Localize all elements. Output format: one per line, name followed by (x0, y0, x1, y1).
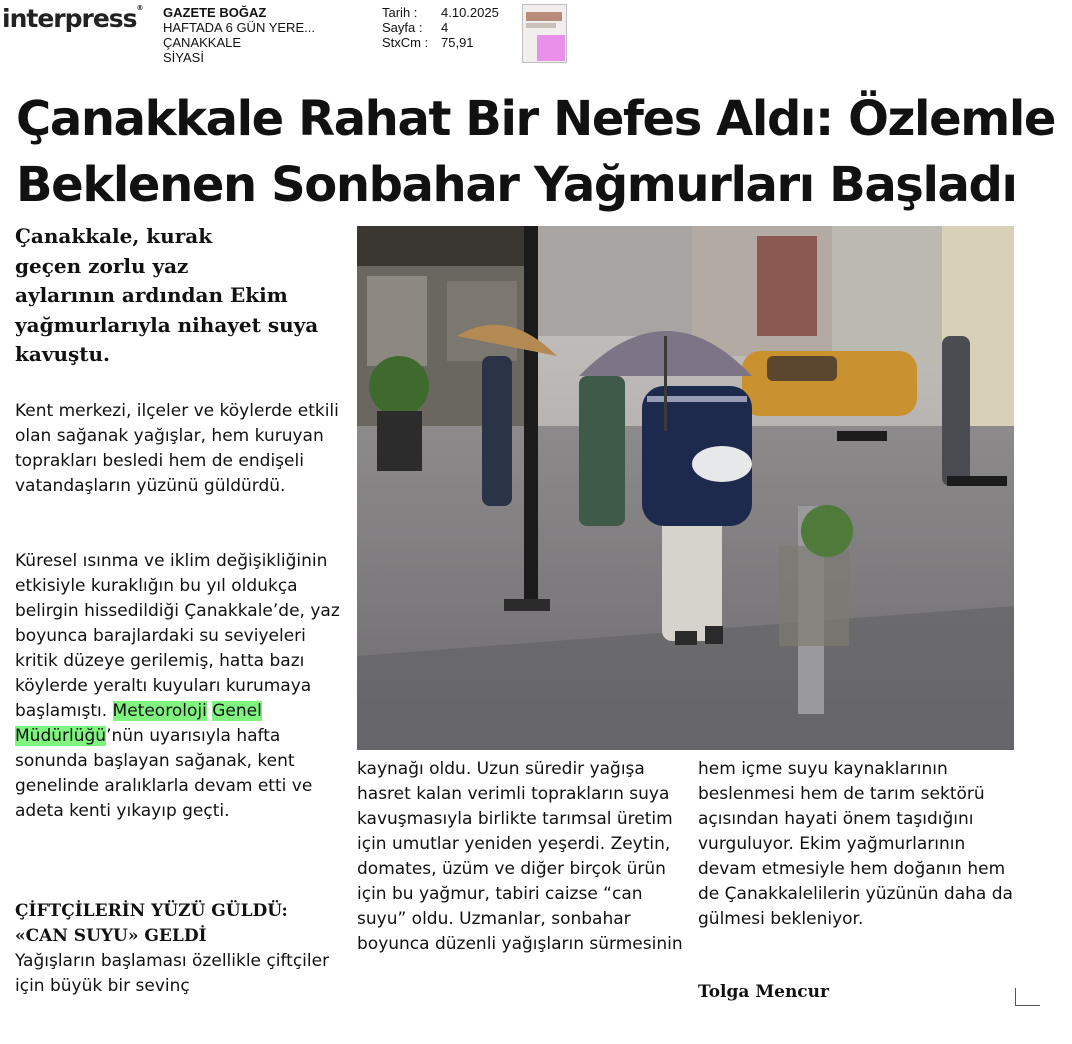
body-paragraph-3: Yağışların başlaması özellikle çiftçiler için büyük bir sevinç (15, 951, 330, 996)
paragraph-text: ’nün uyarısıyla hafta sonunda başlayan sağanak, kent genelinde aralıklarla devam etti ve adeta kenti yıkayıp geçti. (15, 726, 313, 821)
paragraph-text: Küresel ısınma ve iklim değişikliğinin etkisiyle kuraklığın bu yıl oldukça belirgin hissedildiği Çanakkale’de, yaz boyunca barajlardaki su seviyeleri kritik düzeye gerilemiş, hatta bazı köylerde yeraltı kuyuları kurumaya başlamıştı. (15, 551, 340, 721)
publication-frequency: HAFTADA 6 GÜN YERE... (163, 20, 315, 35)
body-paragraph-5: hem içme suyu kaynaklarının beslenmesi hem de tarım sektörü açısından hayati önem taşıdığını vurguluyor. Ekim yağmurlarının devam etmesiyle hem doğanın hem de Çanakkalelilerin yüzünün daha da gülmesi bekleniyor. (698, 759, 1013, 929)
publication-section: SİYASİ (163, 50, 204, 65)
rainy-street-photo (357, 226, 1014, 750)
page-thumbnail[interactable] (522, 4, 567, 63)
size-value: 75,91 (441, 35, 474, 50)
date-label: Tarih : (382, 5, 418, 20)
body-paragraph-2 (15, 549, 340, 824)
publication-city: ÇANAKKALE (163, 35, 242, 50)
interpress-logo: interpress® (2, 4, 143, 33)
page-value: 4 (441, 20, 449, 35)
size-label: StxCm : (382, 35, 429, 50)
highlight-mudurlugu: Müdürlüğü (15, 726, 107, 746)
highlight-meteoroloji: Meteoroloji (112, 701, 207, 721)
lead-line: kavuştu. (15, 342, 110, 366)
lead-line: Çanakkale, kurak (15, 224, 213, 248)
author-byline: Tolga Mencur (698, 982, 829, 1002)
lead-line: yağmurlarıyla nihayet suya (15, 312, 319, 337)
page-label: Sayfa : (382, 20, 423, 35)
lead-line: aylarının ardından Ekim (15, 283, 288, 307)
article-headline: Çanakkale Rahat Bir Nefes Aldı: Özlemle Beklenen Sonbahar Yağmurları Başladı (16, 91, 1056, 213)
article-lead (15, 222, 335, 370)
article-subheading: ÇİFTÇİLERİN YÜZÜ GÜLDÜ: «CAN SUYU» GELDİ (15, 901, 288, 946)
highlight-genel: Genel (212, 701, 262, 721)
lead-line: geçen zorlu yaz (15, 253, 189, 278)
body-paragraph-1: Kent merkezi, ilçeler ve köylerde etkili olan sağanak yağışlar, hem kuruyan toprakları besledi hem de endişeli vatandaşların yüzünü güldürdü. (15, 401, 339, 496)
page-corner-mark (1015, 988, 1040, 1006)
publication-name: GAZETE BOĞAZ (163, 5, 267, 20)
date-value: 4.10.2025 (441, 5, 499, 20)
body-paragraph-4: kaynağı oldu. Uzun süredir yağışa hasret kalan verimli toprakların suya kavuşmasıyla birlikte tarımsal üretim için umutlar yeniden yeşerdi. Zeytin, domates, üzüm ve diğer birçok ürün için bu yağmur, tabiri caizse “can suyu” oldu. Uzmanlar, sonbahar boyunca düzenli yağışların sürmesinin (357, 759, 683, 954)
